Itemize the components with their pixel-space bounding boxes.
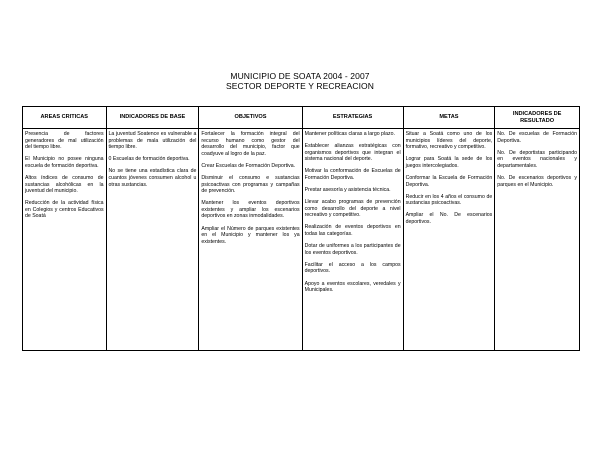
list-item: La juventud Soatence es vulnerable a problemas de mala utilización del tiempo libre. [108,131,197,151]
list-item: Apoyo a eventos escolares, veredales y Municipales. [304,280,401,294]
header-objetivos: OBJETIVOS [199,107,302,129]
list-item: Conformar la Escuela de Formación Deportiva. [405,174,493,188]
title-municipality: MUNICIPIO DE SOATA 2004 - 2007 [230,71,370,81]
list-item: Fortalecer la formación integral del recurso humano como gestor del desarrollo del municipio, factor que coadyuve al logro de la paz. [201,131,300,157]
list-item: Presencia de factores generadores de mal utilización del tiempo libre. [25,131,104,151]
header-estrategias: ESTRATEGIAS [302,107,403,129]
list-item: Establecer alianzas estratégicas con organismos deportivos que integran el sistema nacional del deporte. [304,143,401,163]
list-item: Reducción de la actividad física en Colegios y centros Educativos de Soatá [25,200,104,220]
list-item: Disminuir el consumo e sustancias psicoactivas con programas y campañas de prevención. [201,174,300,195]
list-item: No se tiene una estadística clara de cuantos jóvenes consumen alcohol u otras sustancias. [108,168,197,188]
list-item: No. De escuelas de Formación Deportiva. [497,131,577,144]
cell-areas-criticas [23,129,107,351]
list-item: Crear Escuelas de Formación Deportiva. [201,162,296,169]
list-item: Ampliar el No. De escenarios deportivos. [405,212,493,225]
list-item: Facilitar el acceso a los campos deportivos. [304,261,401,275]
list-item: Prestar asesoría y asistencia técnica. [304,187,391,194]
cell-metas [403,129,495,351]
header-metas: METAS [403,107,495,129]
cell-indicadores-resultado [495,129,580,351]
table-header-row [23,107,580,129]
list-item: Situar a Soatá como uno de los municipios líderes del deporte, formativo, recreativo y competitivo. [405,131,493,151]
list-item: Lograr para Soatá la sede de los juegos intercolegiados. [405,156,493,169]
cell-indicadores-base [106,129,199,351]
list-item: 0 Escuelas de formación deportiva. [108,156,190,163]
cell-objetivos [199,129,302,351]
list-item: Realización de eventos deportivos en todas las categorías. [304,224,401,238]
header-areas-criticas: AREAS CRITICAS [23,107,107,129]
cell-estrategias [302,129,403,351]
list-item: Reducir en los 4 años el consumo de sustancias psicoactivas. [405,193,493,207]
list-item: Mantener los eventos deportivos existentes y ampliar los escenarios deportivos en zonas inmodalidades. [201,200,300,220]
list-item: Altos índices de consumo de sustancias alcohólicas en la juventud del municipio. [25,174,104,195]
list-item: Mantener políticas claras a largo plazo. [304,131,395,137]
title-sector: SECTOR DEPORTE Y RECREACION [225,81,375,91]
list-item: Dotar de uniformes a los participantes de los eventos deportivos. [304,243,401,256]
list-item: Llevar acabo programas de prevención como desarrollo del deporte a nivel recreativo y competitivo. [304,199,401,219]
list-item: El Municipio no posee ninguna escuela de formación deportiva. [25,156,104,169]
planning-table [22,106,580,351]
page-title [0,71,600,91]
header-indicadores-resultado: INDICADORES DE RESULTADO [495,107,580,129]
list-item: Ampliar el Número de parques existentes en el Municipio y mantener los ya existentes. [201,225,300,245]
list-item: Motivar la conformación de Escuelas de Formación Deportiva. [304,168,401,181]
table-row [23,129,580,351]
list-item: No. De deportistas participando en eventos nacionales y departamentales. [497,149,577,169]
header-indicadores-base: INDICADORES DE BASE [106,107,199,129]
list-item: No. De escenarios deportivos y parques en el Municipio. [497,174,577,188]
